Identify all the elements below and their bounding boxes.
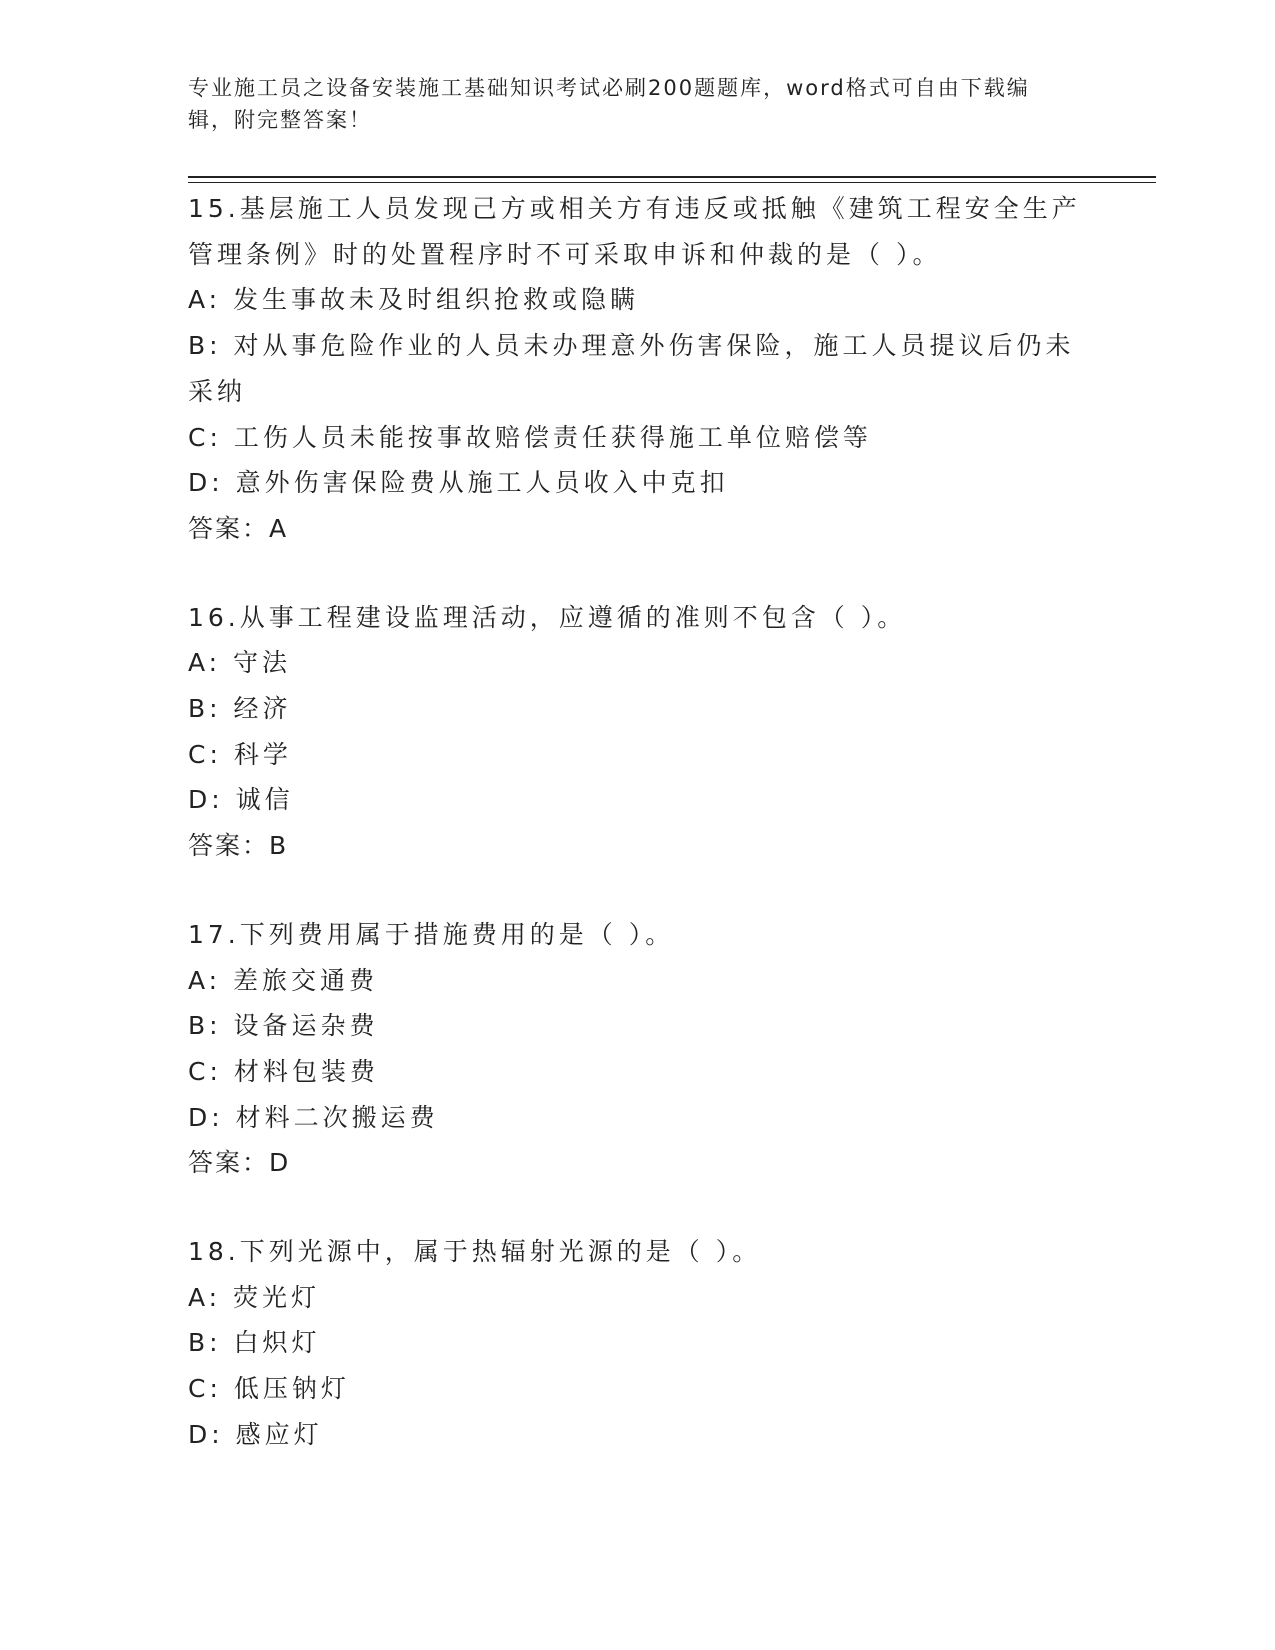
option-a: A: 差旅交通费	[188, 965, 379, 995]
option-b: B: 白炽灯	[188, 1328, 321, 1358]
answer: 答案：A	[188, 513, 289, 543]
answer: 答案：B	[188, 831, 289, 861]
question-15	[188, 186, 1088, 552]
option-b: B: 设备运杂费	[188, 1011, 379, 1041]
header-rule-thin	[188, 182, 1156, 183]
option-b: B: 经济	[188, 694, 292, 724]
option-a: A: 守法	[188, 648, 292, 678]
option-d: D: 感应灯	[188, 1419, 323, 1449]
option-d: D: 意外伤害保险费从施工人员收入中克扣	[188, 468, 729, 498]
option-c: C: 科学	[188, 739, 292, 769]
option-a: A: 发生事故未及时组织抢救或隐瞒	[188, 285, 640, 315]
question-stem: 17.下列费用属于措施费用的是（ ）。	[188, 919, 675, 949]
option-c: C: 工伤人员未能按事故赔偿责任获得施工单位赔偿等	[188, 422, 872, 452]
option-c: C: 材料包装费	[188, 1056, 379, 1086]
option-d: D: 材料二次搬运费	[188, 1102, 439, 1132]
question-17	[188, 912, 1088, 1186]
option-b: B: 对从事危险作业的人员未办理意外伤害保险，施工人员提议后仍未采纳	[188, 331, 1075, 406]
header-rule-thick	[188, 176, 1156, 178]
document-header: 专业施工员之设备安装施工基础知识考试必刷200题题库，word格式可自由下载编辑，附完整答案！	[188, 76, 1030, 132]
question-stem: 16.从事工程建设监理活动，应遵循的准则不包含（ ）。	[188, 602, 907, 632]
answer: 答案：D	[188, 1148, 291, 1178]
question-18	[188, 1229, 1088, 1458]
option-d: D: 诚信	[188, 785, 294, 815]
option-c: C: 低压钠灯	[188, 1374, 350, 1404]
option-a: A: 荧光灯	[188, 1282, 321, 1312]
question-stem: 18.下列光源中，属于热辐射光源的是（ ）。	[188, 1237, 762, 1267]
question-stem: 15.基层施工人员发现己方或相关方有违反或抵触《建筑工程安全生产管理条例》时的处置程序时不可采取申诉和仲裁的是（ ）。	[188, 194, 1081, 269]
question-list	[188, 186, 1088, 1458]
question-16	[188, 595, 1088, 869]
